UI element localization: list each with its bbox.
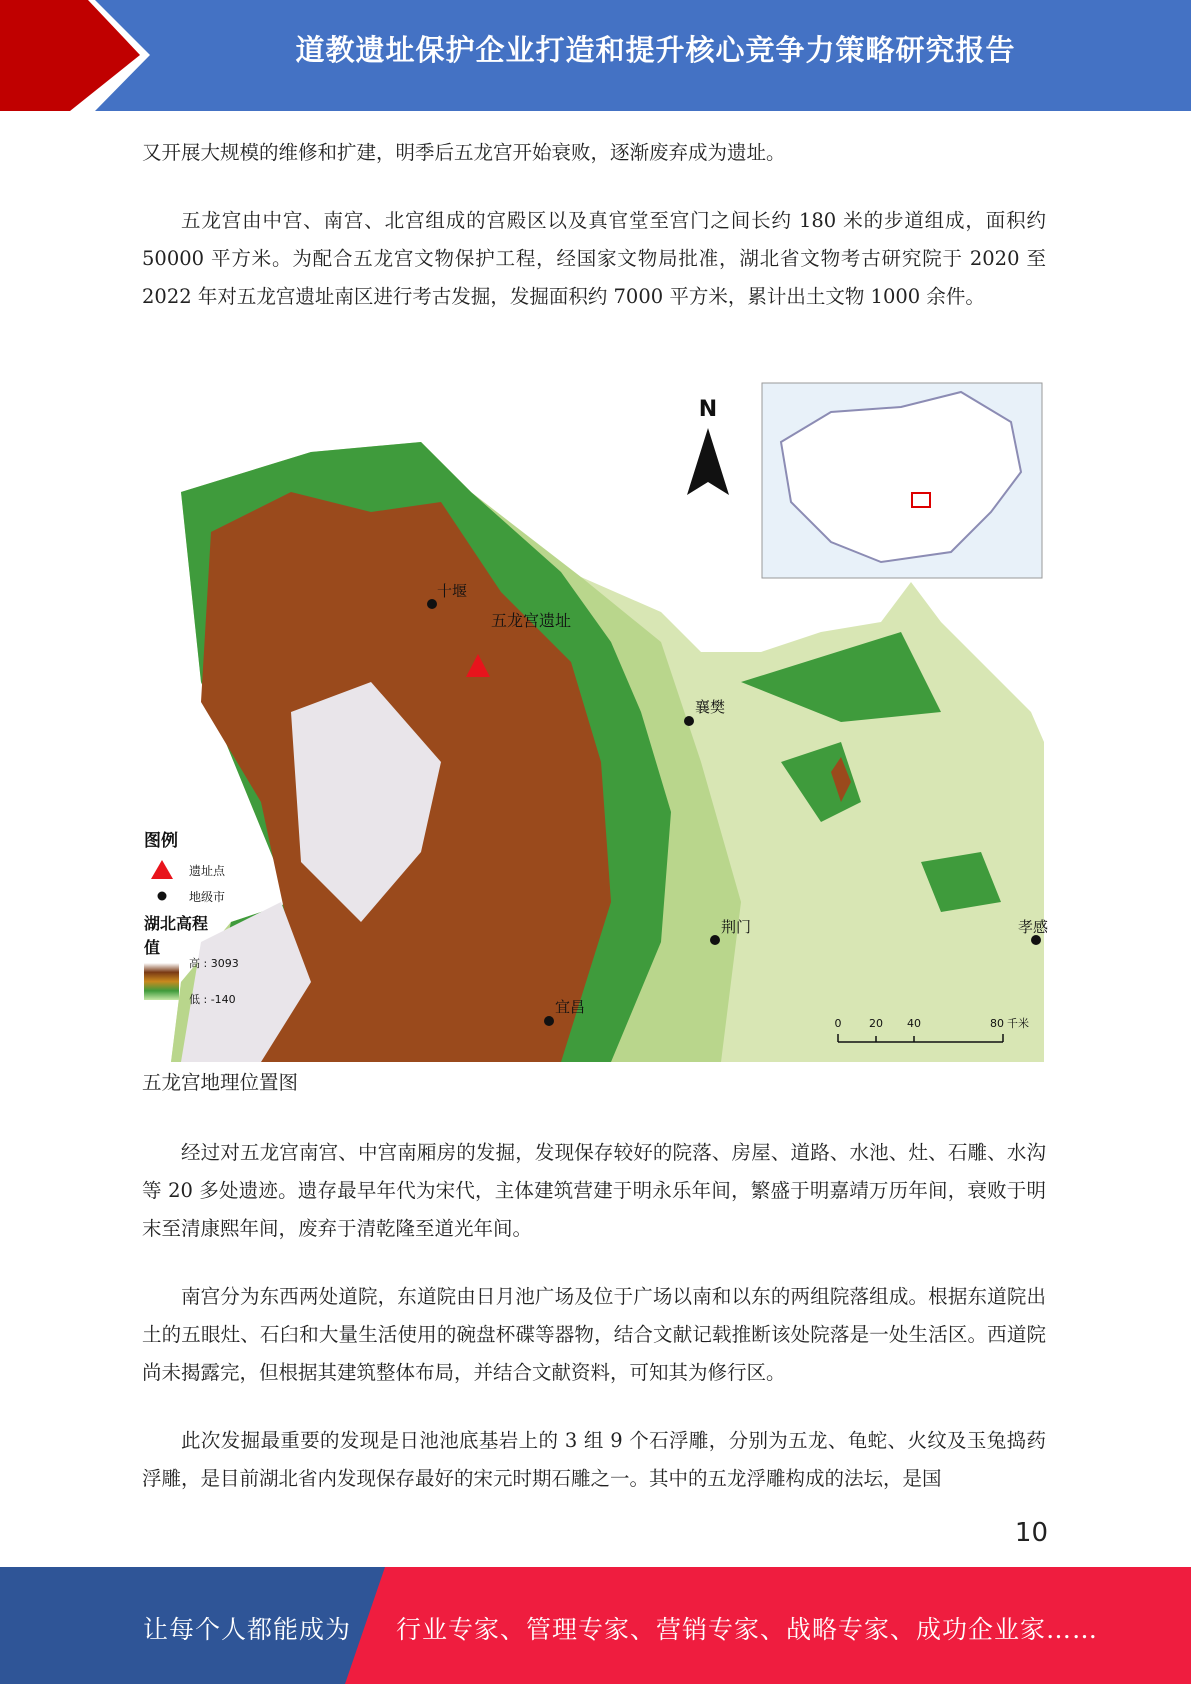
- page-footer: [0, 1567, 1191, 1684]
- site-label: 五龙宫遗址: [491, 611, 572, 630]
- paragraph-south-palace: 南宫分为东西两处道院，东道院由日月池广场及位于广场以南和以东的两组院落组成。根据东道院出土的五眼灶、石臼和大量生活使用的碗盘杯碟等器物，结合文献记载推断该处院落是一处生活区。西道院尚未揭露完，但根据其建筑整体布局，并结合文献资料，可知其为修行区。: [142, 1285, 1046, 1384]
- legend-elevation-ramp: [144, 963, 179, 1000]
- legend-city-label: 地级市: [189, 890, 226, 904]
- city-label-yichang: 宜昌: [555, 998, 586, 1016]
- scale-tick-40: 40: [907, 1017, 921, 1030]
- location-map-figure: [141, 382, 1049, 1062]
- city-label-xiangfan: 襄樊: [695, 698, 726, 716]
- scale-tick-80: 80: [990, 1017, 1004, 1030]
- city-label-xiaogan: 孝感: [1018, 918, 1049, 936]
- city-marker-icon: [427, 599, 437, 609]
- city-label-jingmen: 荆门: [721, 918, 752, 936]
- footer-slogan-right: 行业专家、管理专家、营销专家、战略专家、成功企业家……: [396, 1615, 1099, 1644]
- legend-title: 图例: [144, 831, 178, 851]
- legend-site-icon: [151, 860, 173, 879]
- page-header: [0, 0, 1191, 111]
- city-marker-icon: [684, 716, 694, 726]
- north-arrow-icon: [687, 428, 729, 495]
- elevation-map: [141, 382, 1049, 1062]
- legend-site-label: 遗址点: [189, 864, 226, 878]
- legend-high: 高 : 3093: [189, 957, 239, 970]
- figure-caption: 五龙宫地理位置图: [142, 1071, 299, 1094]
- legend-low: 低 : -140: [189, 993, 236, 1006]
- footer-slogan-left: 让每个人都能成为: [143, 1615, 352, 1644]
- legend-city-icon: [158, 892, 167, 901]
- paragraph-continuation: 又开展大规模的维修和扩建，明季后五龙宫开始衰败，逐渐废弃成为遗址。: [142, 141, 786, 164]
- page-number: 10: [1014, 1518, 1048, 1548]
- city-marker-icon: [710, 935, 720, 945]
- scale-tick-0: 0: [834, 1017, 842, 1030]
- city-label-shiyan: 十堰: [437, 582, 468, 600]
- scale-tick-20: 20: [869, 1017, 883, 1030]
- city-marker-icon: [1031, 935, 1041, 945]
- city-marker-icon: [544, 1016, 554, 1026]
- paragraph-wulonggong-layout: 五龙宫由中宫、南宫、北宫组成的宫殿区以及真官堂至宫门之间长约 180 米的步道组成，面积约 50000 平方米。为配合五龙宫文物保护工程，经国家文物局批准，湖北省文物考古研究院于 2020 至 2022 年对五龙宫遗址南区进行考古发掘，发掘面积约 7000 平方米，累计出土文物 1000 余件。: [142, 209, 1046, 308]
- legend-elevation-title-2: 值: [144, 938, 161, 957]
- document-title: 道教遗址保护企业打造和提升核心竞争力策略研究报告: [295, 33, 1016, 67]
- scale-unit: 千米: [1007, 1017, 1029, 1030]
- paragraph-excavation-findings: 经过对五龙宫南宫、中宫南厢房的发掘，发现保存较好的院落、房屋、道路、水池、灶、石雕、水沟等 20 多处遗迹。遗存最早年代为宋代，主体建筑营建于明永乐年间，繁盛于明嘉靖万历年间，衰败于明末至清康熙年间，废弃于清乾隆至道光年间。: [142, 1141, 1046, 1240]
- content-top: [142, 134, 1046, 316]
- paragraph-stone-reliefs: 此次发掘最重要的发现是日池池底基岩上的 3 组 9 个石浮雕，分别为五龙、龟蛇、火纹及玉兔捣药浮雕，是目前湖北省内发现保存最好的宋元时期石雕之一。其中的五龙浮雕构成的法坛，是国: [142, 1429, 1046, 1490]
- content-bottom: [142, 1134, 1046, 1498]
- north-label: N: [698, 397, 718, 422]
- legend-elevation-title: 湖北高程: [144, 914, 209, 933]
